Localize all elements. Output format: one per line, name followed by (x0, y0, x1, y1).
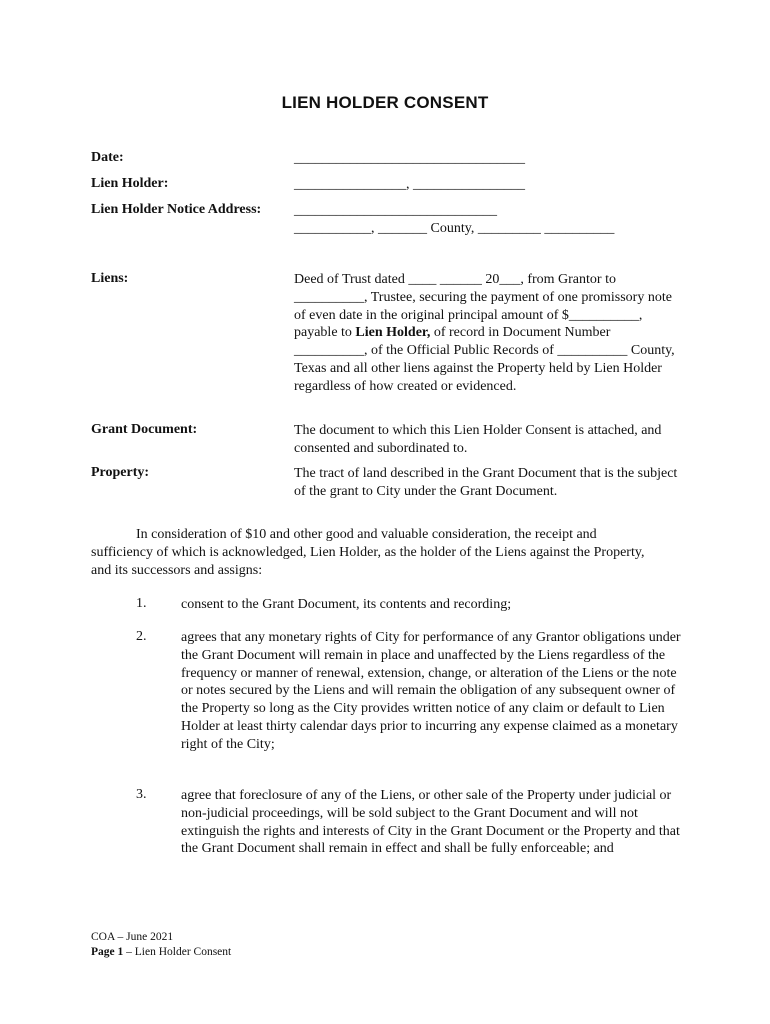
lien-holder-label: Lien Holder: (91, 176, 169, 191)
list-item-text: agrees that any monetary rights of City for performance of any Grantor obligations under the Grant Document will remain in place and unaffected by the Liens regardless of the frequency or manner of renewal, extension, change, or alteration of the Liens or the note or notes secured by the Liens and will remain the obligation of any subsequent owner of the Property so long as the City provides written notice of any claim or default to Lien Holder at least thirty calendar days prior to incurring any expense claimed as a monetary right of the City; (181, 630, 681, 752)
page-footer (91, 930, 231, 960)
property-label: Property: (91, 465, 150, 480)
date-blank: _________________________________ (294, 151, 525, 166)
liens-label: Liens: (91, 271, 129, 286)
notice-address-line2: ___________, _______ County, _________ __________ (294, 220, 615, 236)
list-item-number: 2. (136, 629, 147, 644)
notice-address-label: Lien Holder Notice Address: (91, 202, 262, 217)
notice-address-line1: _____________________________ (294, 203, 497, 218)
notice-address-value (294, 202, 684, 238)
liens-text-before: Deed of Trust dated ____ ______ 20___, from Grantor to __________, Trustee, securing the payment of one promissory note of even date in the original principal amount of $__________, payable to (294, 272, 672, 341)
liens-text (294, 271, 684, 396)
list-item-number: 1. (136, 596, 147, 611)
grant-document-text: The document to which this Lien Holder Consent is attached, and consented and subordinated to. (294, 423, 662, 456)
liens-text-after: of record in Document Number __________, of the Official Public Records of __________ County, Texas and all other liens against the Property held by Lien Holder regardless of how created or evidenced. (294, 325, 675, 394)
list-item-text: consent to the Grant Document, its contents and recording; (181, 597, 512, 612)
list-item-text: agree that foreclosure of any of the Liens, or other sale of the Property under judicial or non-judicial proceedings, will be sold subject to the Grant Document and will not extinguish the rights and interests of City in the Grant Document or the Property and that the Grant Document shall remain in effect and shall be fully enforceable; and (181, 788, 680, 857)
document-title: LIEN HOLDER CONSENT (281, 93, 489, 112)
footer-page-line (91, 945, 231, 960)
lien-holder-blank: ________________, ________________ (294, 177, 525, 192)
property-text: The tract of land described in the Grant Document that is the subject of the grant to City under the Grant Document. (294, 466, 678, 499)
liens-bold-lien-holder: Lien Holder, (355, 325, 431, 341)
list-item-number: 3. (136, 787, 147, 802)
consideration-paragraph: In consideration of $10 and other good and valuable consideration, the receipt and sufficiency of which is acknowledged, Lien Holder, as the holder of the Liens against the Property, and its successors and assigns: (91, 527, 645, 578)
footer-page-number: Page 1 (91, 946, 124, 958)
date-label: Date: (91, 150, 124, 165)
footer-revision: COA – June 2021 (91, 931, 174, 943)
grant-document-label: Grant Document: (91, 422, 198, 437)
footer-doc-name: – Lien Holder Consent (123, 946, 232, 958)
